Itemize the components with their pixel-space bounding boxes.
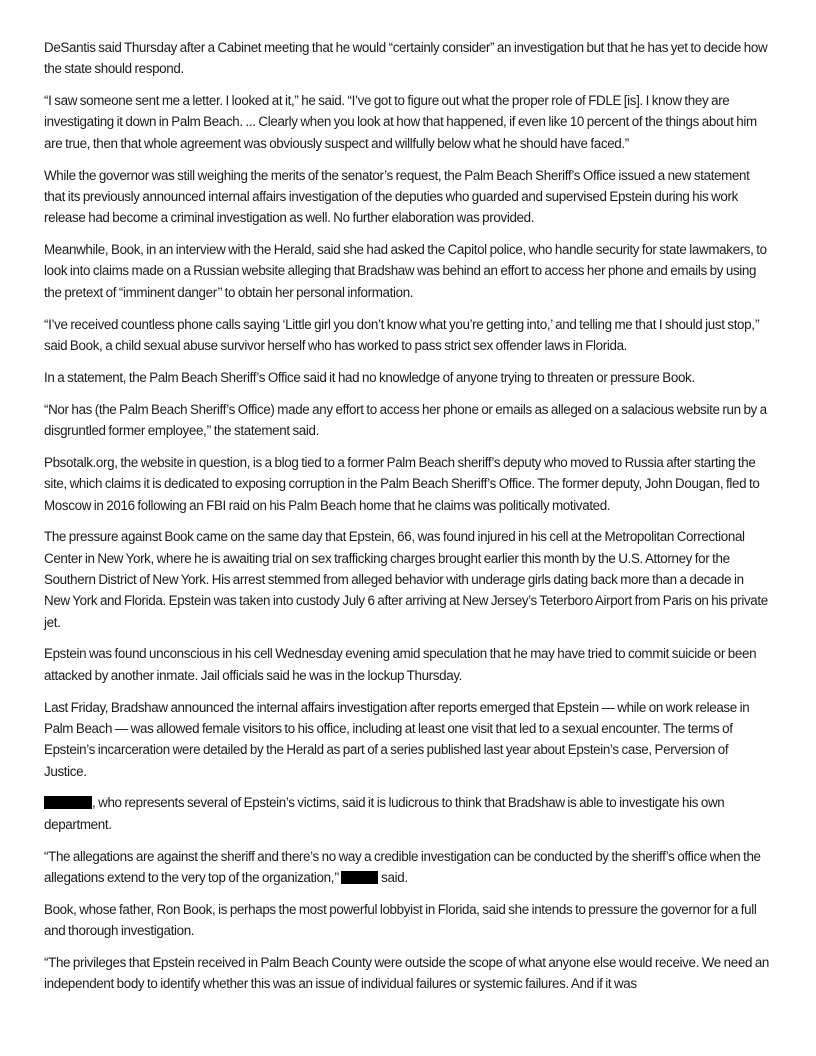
paragraph — [44, 643, 772, 686]
paragraph-text: Epstein was found unconscious in his cell Wednesday evening amid speculation that he may have tried to commit suicide or been attacked by another inmate. Jail officials said he was in the lockup Thursday. — [44, 646, 757, 683]
paragraph-text: “Nor has (the Palm Beach Sheriff’s Office) made any effort to access her phone or emails as alleged on a salacious website run by a disgruntled former employee,’’ the statement said. — [44, 401, 767, 439]
paragraph-text: said. — [378, 869, 408, 885]
paragraph-text: While the governor was still weighing the merits of the senator’s request, the Palm Beach Sheriff’s Office issued a new statement that its previously announced internal affairs investigation of the deputies who guarded and supervised Epstein during his work release had become a criminal investigation as well. No further elaboration was provided. — [44, 167, 750, 226]
paragraph — [44, 367, 772, 388]
paragraph-text: Last Friday, Bradshaw announced the internal affairs investigation after reports emerged that Epstein — while on work release in Palm Beach — was allowed female visitors to his office, including at least one visit that led to a sexual encounter. The terms of Epstein’s incarceration were detailed by the Herald as part of a series published last year about Epstein’s case, Perversion of Justice. — [44, 699, 750, 779]
paragraph — [44, 165, 772, 229]
paragraph-text: “I’ve received countless phone calls saying ‘Little girl you don’t know what you’re getting into,’ and telling me that I should just stop,’’ said Book, a child sexual abuse survivor herself who has worked to pass strict sex offender laws in Florida. — [44, 316, 760, 353]
paragraph — [44, 399, 772, 442]
paragraph-text: Pbsotalk.org, the website in question, is a blog tied to a former Palm Beach sheriff’s deputy who moved to Russia after starting the site, which claims it is dedicated to exposing corruption in the Palm Beach Sheriff’s Office. The former deputy, John Dougan, fled to Moscow in 2016 following an FBI raid on his Palm Beach home that he claims was politically motivated. — [44, 454, 760, 513]
paragraph-text: The pressure against Book came on the same day that Epstein, 66, was found injured in his cell at the Metropolitan Correctional Center in New York, where he is awaiting trial on sex trafficking charges brought earlier this month by the U.S. Attorney for the Southern District of New York. His arrest stemmed from alleged behavior with underage girls dating back more than a decade in New York and Florida. Epstein was taken into custody July 6 after arriving at New Jersey’s Teterboro Airport from Paris on his private jet. — [44, 529, 768, 630]
paragraph — [44, 899, 772, 942]
paragraph-text: , who represents several of Epstein’s victims, said it is ludicrous to think that Bradshaw is able to investigate his own department. — [44, 795, 725, 832]
paragraph — [44, 697, 772, 782]
paragraph-text: Meanwhile, Book, in an interview with the Herald, said she had asked the Capitol police, who handle security for state lawmakers, to look into claims made on a Russian website alleging that Bradshaw was behind an effort to access her phone and emails by using the pretext of “imminent danger’’ to obtain her personal information. — [44, 242, 767, 300]
article-body — [44, 37, 772, 995]
paragraph-text: Book, whose father, Ron Book, is perhaps the most powerful lobbyist in Florida, said she intends to pressure the governor for a full and thorough investigation. — [44, 901, 757, 939]
paragraph — [44, 314, 772, 357]
paragraph — [44, 526, 772, 632]
paragraph — [44, 846, 772, 889]
paragraph — [44, 90, 772, 154]
paragraph-text: In a statement, the Palm Beach Sheriff’s Office said it had no knowledge of anyone trying to threaten or pressure Book. — [44, 369, 695, 385]
paragraph — [44, 792, 772, 835]
paragraph — [44, 37, 772, 80]
paragraph-text: DeSantis said Thursday after a Cabinet meeting that he would “certainly consider” an investigation but that he has yet to decide how the state should respond. — [44, 40, 768, 77]
paragraph — [44, 952, 772, 995]
paragraph-text: “I saw someone sent me a letter. I looked at it,” he said. “I’ve got to figure out what the proper role of FDLE [is]. I know they are investigating it down in Palm Beach. ... Clearly when you look at how that happened, if even like 10 percent of the things about him are true, then that whole agreement was obviously suspect and willfully below what he should have faced.” — [44, 93, 757, 151]
redaction-bar — [341, 871, 378, 884]
paragraph — [44, 452, 772, 516]
paragraph-text: “The privileges that Epstein received in Palm Beach County were outside the scope of what anyone else would receive. We need an independent body to identify whether this was an issue of individual failures or systemic failures. And if it was — [44, 955, 770, 992]
redaction-bar — [44, 796, 92, 809]
paragraph-text: “The allegations are against the sheriff and there’s no way a credible investigation can be conducted by the sheriff’s office when the allegations extend to the very top of the organization,’’ — [44, 848, 761, 885]
paragraph — [44, 239, 772, 303]
